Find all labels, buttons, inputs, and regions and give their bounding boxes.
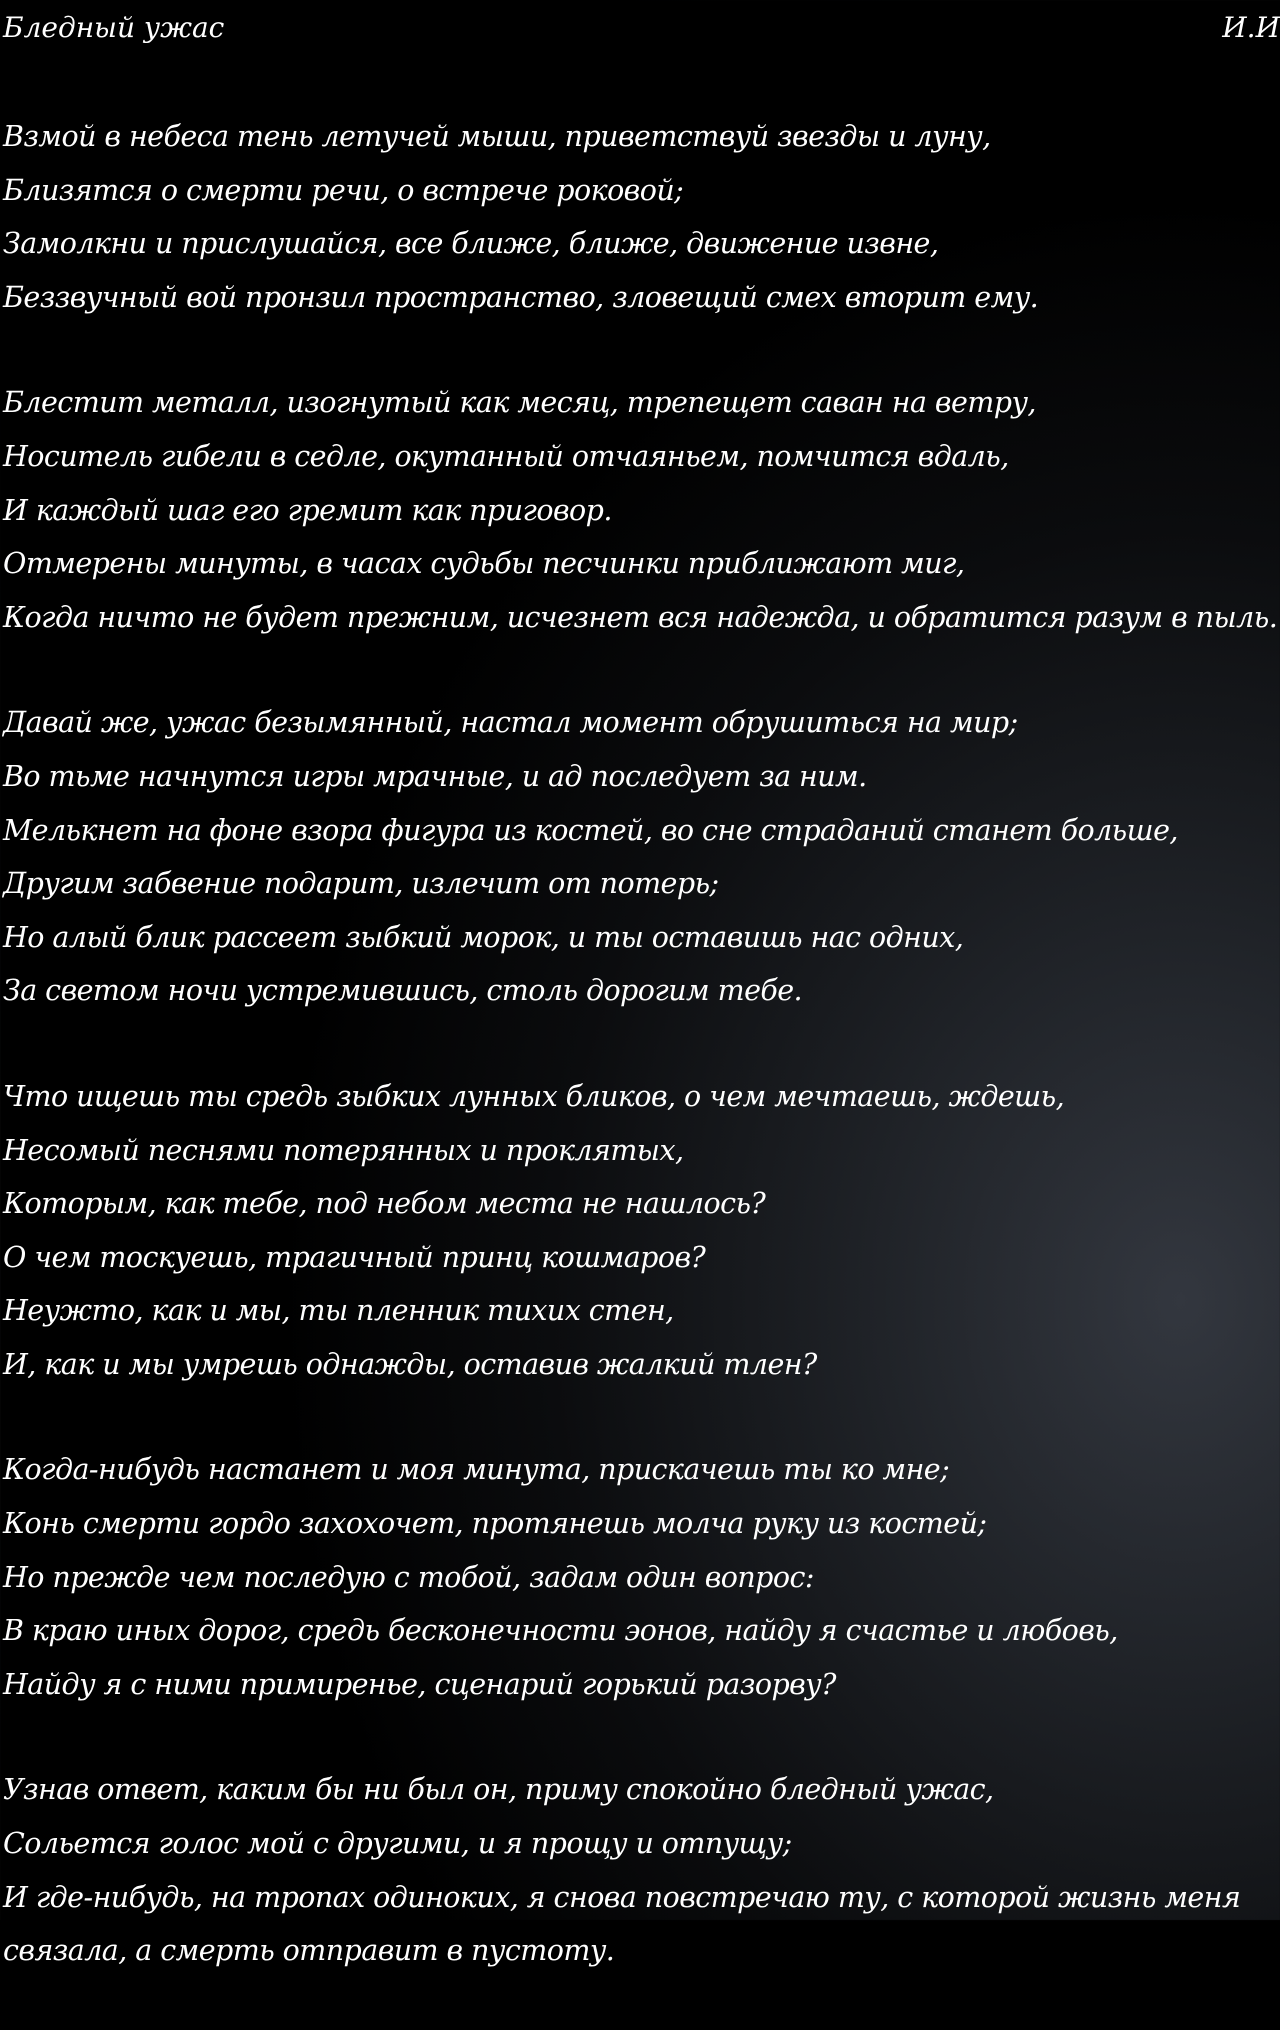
poem-line: Что ищешь ты средь зыбких лунных бликов, о чем мечтаешь, ждешь, <box>3 1079 1065 1113</box>
poem-line: Носитель гибели в седле, окутанный отчаяньем, помчится вдаль, <box>3 439 1009 473</box>
poem-line: Когда ничто не будет прежним, исчезнет вся надежда, и обратится разум в пыль. <box>3 600 1278 634</box>
poem-body <box>3 110 1278 2030</box>
stanza-4 <box>3 1070 1278 1392</box>
poem-line: Взмой в небеса тень летучей мыши, приветствуй звезды и луну, <box>3 120 991 153</box>
poem-line: Замолкни и прислушайся, все ближе, ближе, движение извне, <box>3 227 939 261</box>
poem-author: И.И <box>1222 11 1280 44</box>
poem-line: Когда-нибудь настанет и моя минута, прискачешь ты ко мне; <box>3 1453 950 1487</box>
poem-line: За светом ночи устремившись, столь дорогим тебе. <box>3 974 803 1008</box>
poem-line: Давай же, ужас безымянный, настал момент обрушиться на мир; <box>3 706 1018 740</box>
stanza-6 <box>3 1763 1278 1977</box>
poem-line: И, как и мы умрешь однажды, оставив жалкий тлен? <box>3 1347 817 1381</box>
poem-line: Отмерены минуты, в часах судьбы песчинки приближают миг, <box>3 547 965 581</box>
poem-line: Близятся о смерти речи, о встрече роковой; <box>3 173 684 207</box>
poem-line: Но прежде чем последую с тобой, задам один вопрос: <box>3 1560 814 1594</box>
poem-line: О чем тоскуешь, трагичный принц кошмаров? <box>3 1240 706 1274</box>
stanza-3 <box>3 696 1278 1018</box>
poem-line: Узнав ответ, каким бы ни был он, приму спокойно бледный ужас, <box>3 1773 994 1807</box>
poem-line: Блестит металл, изогнутый как месяц, трепещет саван на ветру, <box>3 386 1036 420</box>
poem-line: Неужто, как и мы, ты пленник тихих стен, <box>3 1294 674 1328</box>
stanza-2 <box>3 376 1278 644</box>
poem-line: Сольется голос мой с другими, и я прощу и отпущу; <box>3 1827 792 1861</box>
poem-line: В краю иных дорог, средь бесконечности эонов, найду я счастье и любовь, <box>3 1614 1118 1648</box>
stanza-1 <box>3 110 1278 324</box>
poem-line: Несомый песнями потерянных и проклятых, <box>3 1133 684 1167</box>
poem-line: Мелькнет на фоне взора фигура из костей, во сне страданий станет больше, <box>3 813 1178 847</box>
poem-line: И где-нибудь, на тропах одиноких, я снова повстречаю ту, с которой жизнь меня <box>3 1880 1241 1914</box>
poem-line: Но алый блик рассеет зыбкий морок, и ты оставишь нас одних, <box>3 920 964 954</box>
poem-line: Другим забвение подарит, излечит от потерь; <box>3 867 719 901</box>
poem-line: Которым, как тебе, под небом места не нашлось? <box>3 1187 766 1221</box>
stanza-5 <box>3 1443 1278 1711</box>
poem-line: Конь смерти гордо захохочет, протянешь молча руку из костей; <box>3 1507 987 1541</box>
poem-line: Во тьме начнутся игры мрачные, и ад последует за ним. <box>3 759 867 793</box>
poem-line: связала, а смерть отправит в пустоту. <box>3 1934 615 1968</box>
poem-line: Беззвучный вой пронзил пространство, зловещий смех вторит ему. <box>3 280 1039 314</box>
poem-line: Найду я с ними примиренье, сценарий горький разорву? <box>3 1667 836 1701</box>
poem-line: И каждый шаг его гремит как приговор. <box>3 493 612 527</box>
poem-title: Бледный ужас <box>3 11 225 44</box>
poem-header <box>3 8 1280 48</box>
